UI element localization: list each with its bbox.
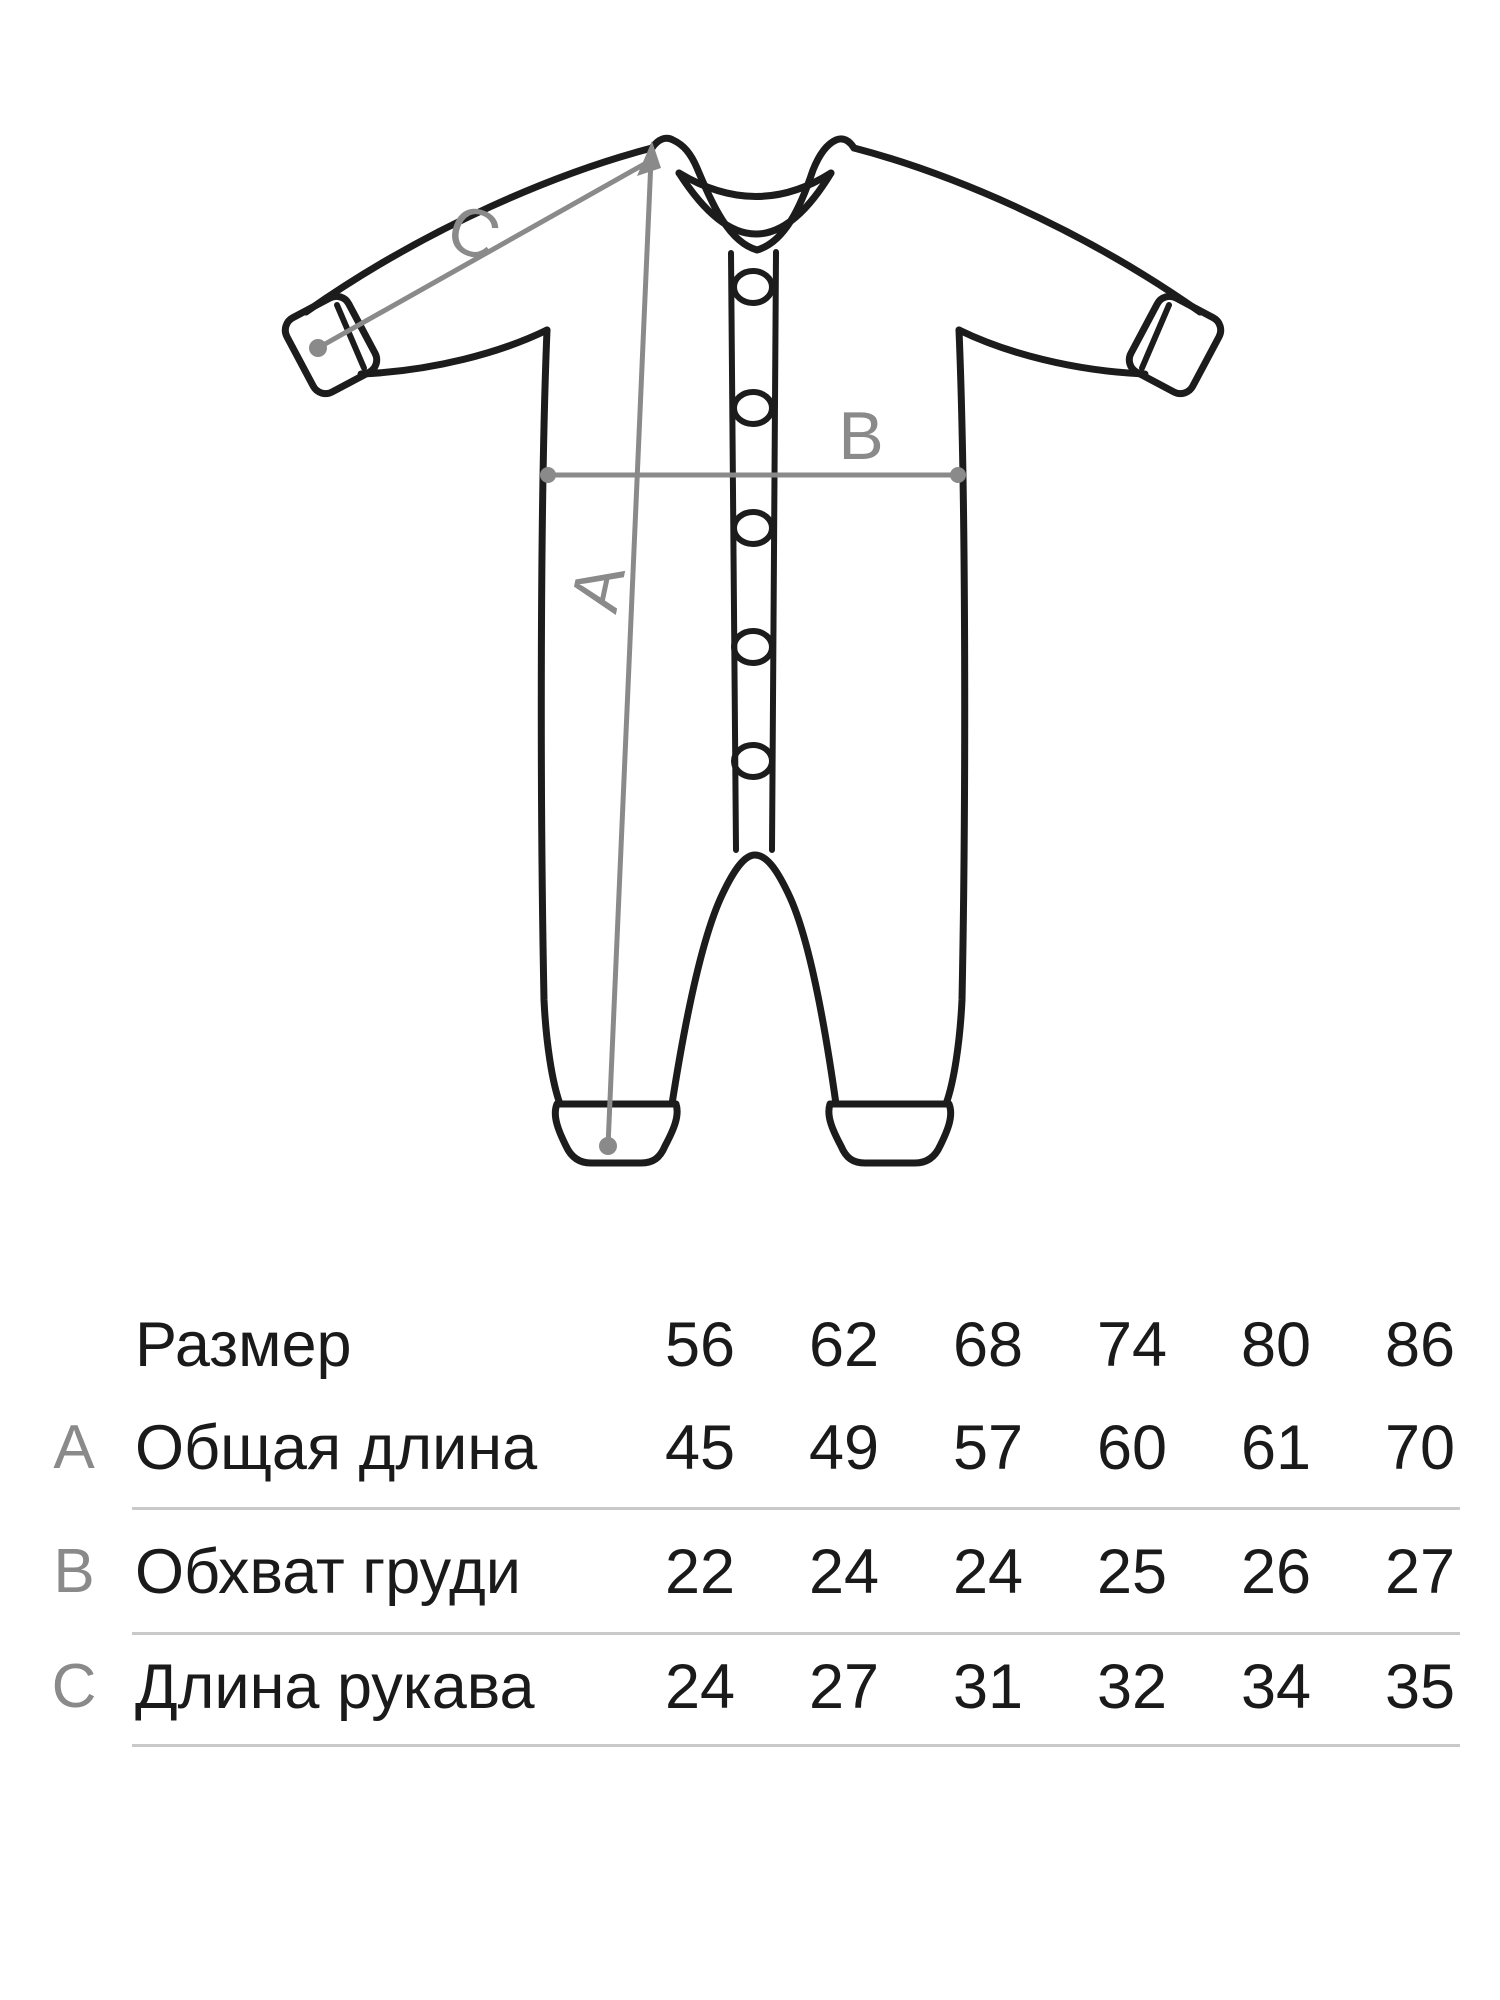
measure-value: 57 (952, 1413, 1024, 1483)
measure-value: 35 (1384, 1652, 1456, 1722)
diagram-label-c: C (437, 188, 510, 278)
measure-value: 27 (1384, 1537, 1456, 1607)
measure-value: 49 (808, 1413, 880, 1483)
table-row-total-length (30, 1398, 1490, 1498)
measure-value: 45 (664, 1413, 736, 1483)
measure-value: 70 (1384, 1413, 1456, 1483)
button-icon (734, 271, 772, 303)
table-header-row (30, 1295, 1490, 1395)
body-left-outline (541, 330, 560, 1104)
row-letter: B (53, 1537, 95, 1606)
button-icon (734, 512, 772, 544)
measure-value: 27 (808, 1652, 880, 1722)
left-cuff (280, 291, 381, 398)
left-sleeve-underside (361, 330, 547, 374)
row-label: Длина рукава (135, 1652, 535, 1722)
diagram-label-a: A (556, 558, 640, 619)
left-foot (555, 1104, 677, 1163)
table-divider (132, 1507, 1460, 1510)
snap-buttons (734, 271, 772, 777)
measure-value: 24 (808, 1537, 880, 1607)
measure-value: 32 (1096, 1652, 1168, 1722)
measure-value: 34 (1240, 1652, 1312, 1722)
right-foot (829, 1104, 951, 1163)
size-column-header: 68 (952, 1310, 1024, 1380)
measure-dot-chest-left (540, 467, 556, 483)
button-icon (734, 392, 772, 424)
size-column-header: 86 (1384, 1310, 1456, 1380)
size-column-header: 62 (808, 1310, 880, 1380)
right-sleeve-top (854, 148, 1200, 312)
measure-dot-chest-right (950, 467, 966, 483)
measure-value: 25 (1096, 1537, 1168, 1607)
measure-value: 22 (664, 1537, 736, 1607)
measure-value: 60 (1096, 1413, 1168, 1483)
size-column-header: 74 (1096, 1310, 1168, 1380)
measure-value: 61 (1240, 1413, 1312, 1483)
table-divider (132, 1632, 1460, 1635)
button-icon (734, 745, 772, 777)
row-letter: C (51, 1652, 97, 1721)
table-row-chest (30, 1522, 1490, 1622)
measure-value: 24 (952, 1537, 1024, 1607)
measure-value: 24 (664, 1652, 736, 1722)
measure-dot-cuff (309, 339, 327, 357)
crotch-arch (672, 855, 836, 1104)
measurement-overlay (309, 141, 966, 1155)
button-icon (734, 631, 772, 663)
size-column-header: 56 (664, 1310, 736, 1380)
measure-value: 31 (952, 1652, 1024, 1722)
row-letter: A (53, 1413, 95, 1482)
right-sleeve-underside (959, 330, 1145, 374)
size-column-header: 80 (1240, 1310, 1312, 1380)
table-row-sleeve (30, 1637, 1490, 1737)
measure-dot-foot (599, 1137, 617, 1155)
right-cuff (1124, 291, 1225, 398)
row-label: Общая длина (135, 1413, 538, 1483)
measurement-line-a (608, 160, 651, 1146)
table-divider (132, 1744, 1460, 1747)
measure-value: 26 (1240, 1537, 1312, 1607)
row-label: Обхват груди (135, 1537, 521, 1607)
header-label: Размер (135, 1310, 352, 1380)
body-right-outline (946, 330, 965, 1104)
diagram-label-b: B (838, 398, 884, 474)
